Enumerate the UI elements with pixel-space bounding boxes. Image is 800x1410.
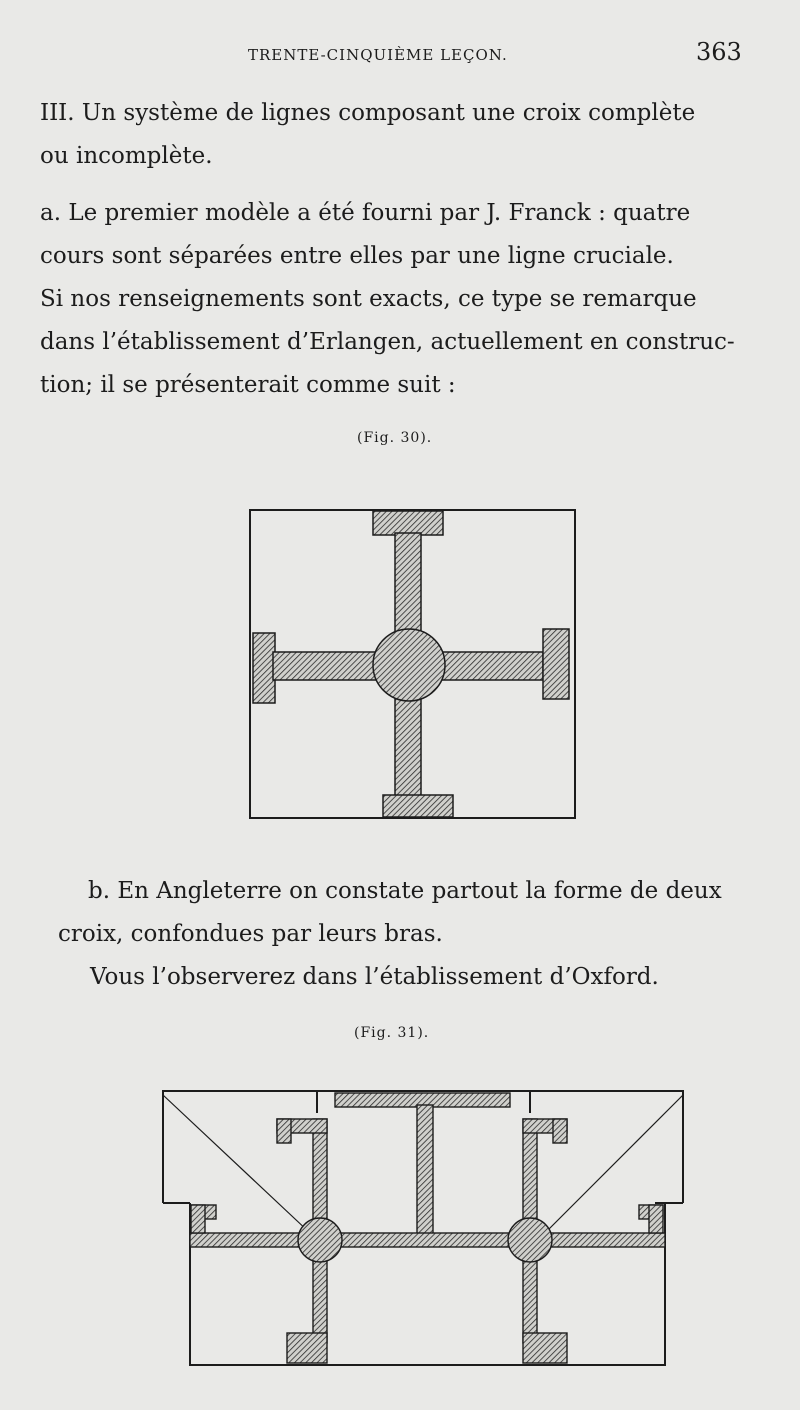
figure-31-caption: (Fig. 31). bbox=[354, 1025, 430, 1041]
paragraph-a bbox=[40, 192, 752, 278]
text-line: tion; il se présenterait comme suit : bbox=[40, 372, 456, 398]
text-line: croix, confondues par leurs bras. bbox=[58, 921, 443, 947]
page-number: 363 bbox=[696, 38, 742, 66]
text-line: ou incomplète. bbox=[40, 143, 213, 169]
paragraph-erlangen bbox=[40, 278, 752, 407]
figure-30-caption: (Fig. 30). bbox=[357, 430, 433, 446]
text-line: Vous l’observerez dans l’établissement d’Oxford. bbox=[90, 964, 659, 990]
text-line: dans l’établissement d’Erlangen, actuellement en construc- bbox=[40, 329, 735, 355]
cross-wings bbox=[253, 511, 569, 817]
figure-30-diagram bbox=[245, 505, 580, 825]
running-title: TRENTE-CINQUIÈME LEÇON. bbox=[248, 46, 508, 64]
paragraph-b bbox=[88, 870, 762, 913]
text-line: cours sont séparées entre elles par une ligne cruciale. bbox=[40, 243, 674, 269]
paragraph-b-cont bbox=[58, 913, 770, 956]
text-line: a. Le premier modèle a été fourni par J. Franck : quatre bbox=[40, 200, 691, 226]
paragraph-iii bbox=[40, 92, 752, 178]
text-line: Si nos renseignements sont exacts, ce type se remarque bbox=[40, 286, 697, 312]
figure-31-diagram bbox=[155, 1083, 690, 1373]
hatched-wings bbox=[190, 1093, 665, 1363]
cross-plan-svg bbox=[245, 505, 580, 825]
double-cross-plan-svg bbox=[155, 1083, 690, 1373]
text-line: III. Un système de lignes composant une croix complète bbox=[40, 100, 696, 126]
paragraph-oxford bbox=[90, 956, 760, 999]
text-line: b. En Angleterre on constate partout la forme de deux bbox=[88, 878, 722, 904]
